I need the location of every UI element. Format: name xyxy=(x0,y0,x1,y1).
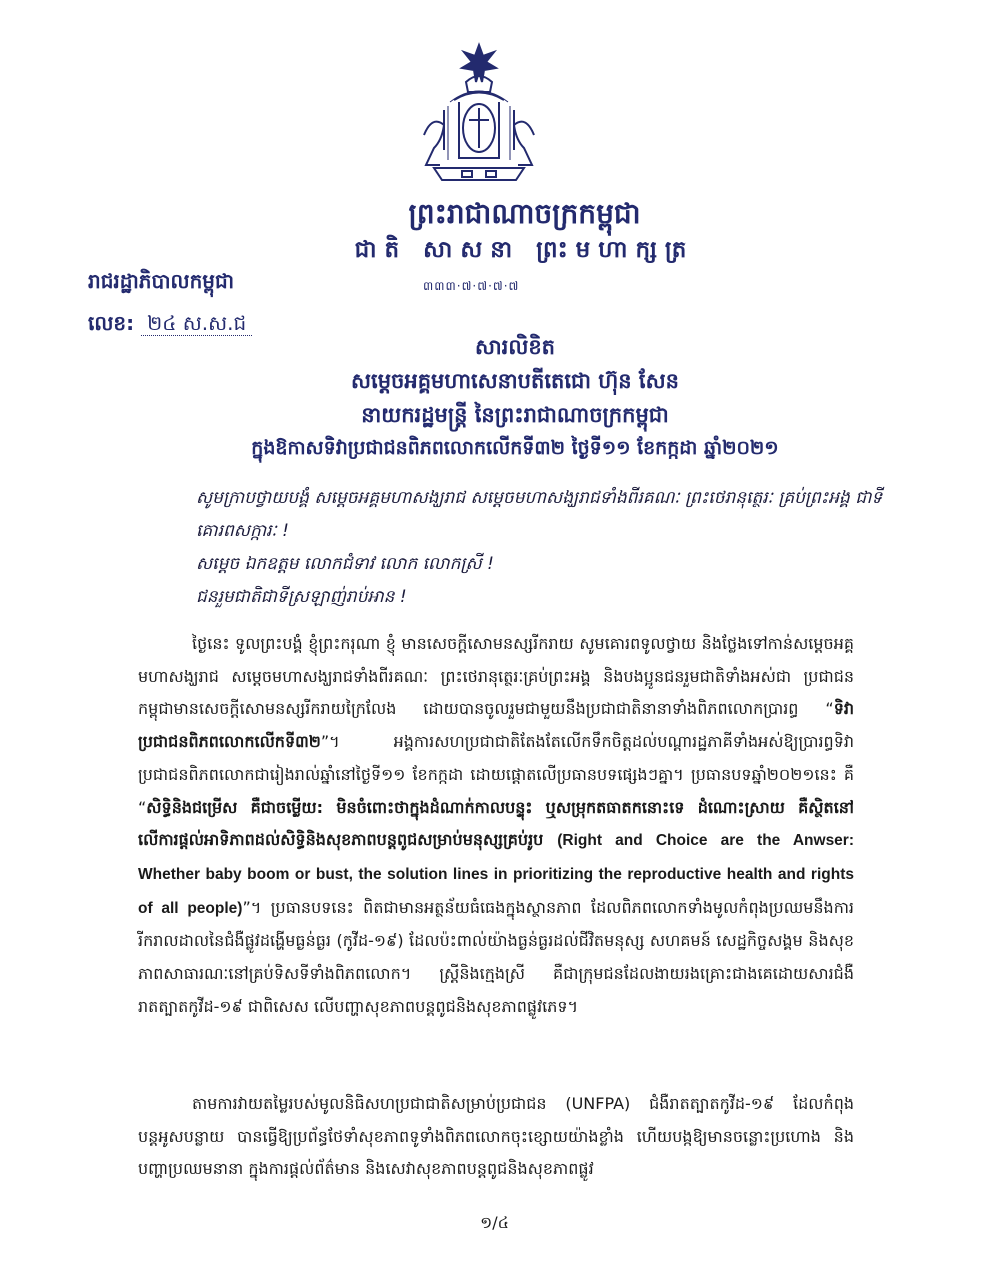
national-motto: ជាតិ សាសនា ព្រះមហាក្សត្រ xyxy=(354,237,695,263)
sender-name-heading: សម្តេចអគ្គមហាសេនាបតីតេជោ ហ៊ុន សែន xyxy=(351,369,679,393)
paragraph-text: ”។ អង្គការសហប្រជាជាតិតែងតែលើកទឹកចិត្តដល់បណ្តារដ្ឋភាគីទាំងអស់ឱ្យប្រារព្ធទិវាប្រជាជនពិភពលោកជារៀងរាល់ឆ្នាំនៅថ្ងៃទី១១ ខែកក្កដា ដោយផ្តោតលើប្រធានបទផ្សេងៗគ្នា។ ប្រធានបទឆ្នាំ២០២១នេះ គឺ “ xyxy=(138,732,854,817)
government-label: រាជរដ្ឋាភិបាលកម្ពុជា xyxy=(88,269,234,293)
letter-type-heading: សារលិខិត xyxy=(475,335,555,359)
salutation-line: ជនរួមជាតិជាទីស្រឡាញ់រាប់អាន ! xyxy=(196,587,407,607)
theme-khmer-bold: សិទ្ធិនិងជម្រើស គឺជាចម្លើយ: មិនចំពោះថាក្នុងដំណាក់កាលបន្ទុះ ឬសម្រុកតធាតកនោះទេ ដំណោះស្រាយ គឺស្ថិតនៅលើការផ្តល់អាទិភាពដល់សិទ្ធិនិងសុខភាពបន្តពូជសម្រាប់មនុស្សគ្រប់រូប xyxy=(138,797,854,850)
page-number: ១/៤ xyxy=(480,1213,509,1232)
occasion-heading: ក្នុងឱកាសទិវាប្រជាជនពិភពលោកលើកទី៣២ ថ្ងៃទី១១ ខែកក្កដា ឆ្នាំ២០២១ xyxy=(251,437,779,459)
theme-english: (Right and Choice are the Anwser: Whether baby boom or bust, the solution lines in prioritizing the reproductive health and rights of all people) xyxy=(138,832,854,917)
body-paragraph-1 xyxy=(138,628,854,1023)
document-number-label: លេខ: xyxy=(88,311,135,335)
salutation-line: សូមក្រាបថ្វាយបង្គំ សម្តេចអគ្គមហាសង្ឃរាជ សម្តេចមហាសង្ឃរាជទាំងពីរគណៈ ព្រះថេរានុត្ថេរៈ គ្រប់ព្រះអង្គ ជាទីគោរពសក្ការៈ ! xyxy=(196,488,883,541)
paragraph-text: ”។ ប្រធានបទនេះ ពិតជាមានអត្ថន័យធំធេងក្នុងស្ថានភាព ដែលពិភពលោកទាំងមូលកំពុងប្រឈមនឹងការរីករាលដាលនៃជំងឺផ្លូវដង្ហើមធ្ងន់ធ្ងរ (កូវីដ-១៩) ដែលប៉ះពាល់យ៉ាងធ្ងន់ធ្ងរដល់ជីវិតមនុស្ស សហគមន៍ សេដ្ឋកិច្ចសង្គម និងសុខភាពសាធារណៈនៅគ្រប់ទិសទីទាំងពិភពលោក។ ស្ត្រីនិងក្មេងស្រី គឺជាក្រុមជនដែលងាយរងគ្រោះជាងគេដោយសារជំងឺរាតត្បាតកូវីដ-១៩ ជាពិសេស លើបញ្ហាសុខភាពបន្តពូជនិងសុខភាពផ្លូវភេទ។ xyxy=(138,897,855,1016)
kingdom-title: ព្រះរាជាណាចក្រកម្ពុជា xyxy=(408,197,641,230)
body-paragraph-2 xyxy=(138,1088,854,1186)
event-name-bold: ទិវាប្រជាជនពិភពលោកលើកទី៣២ xyxy=(138,699,854,752)
royal-coat-of-arms-icon xyxy=(404,40,554,190)
paragraph-text: ថ្ងៃនេះ ទូលព្រះបង្គំ ខ្ញុំព្រះករុណា ខ្ញុំ មានសេចក្តីសោមនស្សរីករាយ សូមគោរពទូលថ្វាយ និងថ្លែងទៅកាន់សម្តេចអគ្គមហាសង្ឃរាជ សម្តេចមហាសង្ឃរាជទាំងពីរគណៈ ព្រះថេរានុត្ថេរៈគ្រប់ព្រះអង្គ និងបងប្អូនជនរួមជាតិទាំងអស់ជា ប្រជាជនកម្ពុជាមានសេចក្តីសោមនស្សរីករាយក្រៃលែង ដោយបានចូលរួមជាមួយនឹងប្រជាជាតិនានាទាំងពិភពលោកប្រារព្ធ “ xyxy=(138,634,854,719)
document-number-value: ២៤ ស.ស.ជ xyxy=(141,311,252,336)
paragraph-text: តាមការវាយតម្លៃរបស់មូលនិធិសហប្រជាជាតិសម្រាប់ប្រជាជន (UNFPA) ជំងឺរាតត្បាតកូវីដ-១៩ ដែលកំពុងបន្តអូសបន្លាយ បានធ្វើឱ្យប្រព័ន្ធថែទាំសុខភាពទូទាំងពិភពលោកចុះខ្សោយយ៉ាងខ្លាំង ហើយបង្កឱ្យមានចន្លោះប្រហោង និងបញ្ហាប្រឈមនានា ក្នុងការផ្តល់ព័ត៌មាន និងសេវាសុខភាពបន្តពូជនិងសុខភាពផ្លូវ xyxy=(138,1094,854,1179)
salutation-block xyxy=(196,482,886,614)
salutation-line: សម្តេច ឯកឧត្តម លោកជំទាវ លោក លោកស្រី ! xyxy=(196,554,494,574)
sender-title-heading: នាយករដ្ឋមន្ត្រី នៃព្រះរាជាណាចក្រកម្ពុជា xyxy=(361,403,669,427)
ornament-divider: ៣៣៣·៧·៧·៧·៧ xyxy=(423,279,520,293)
